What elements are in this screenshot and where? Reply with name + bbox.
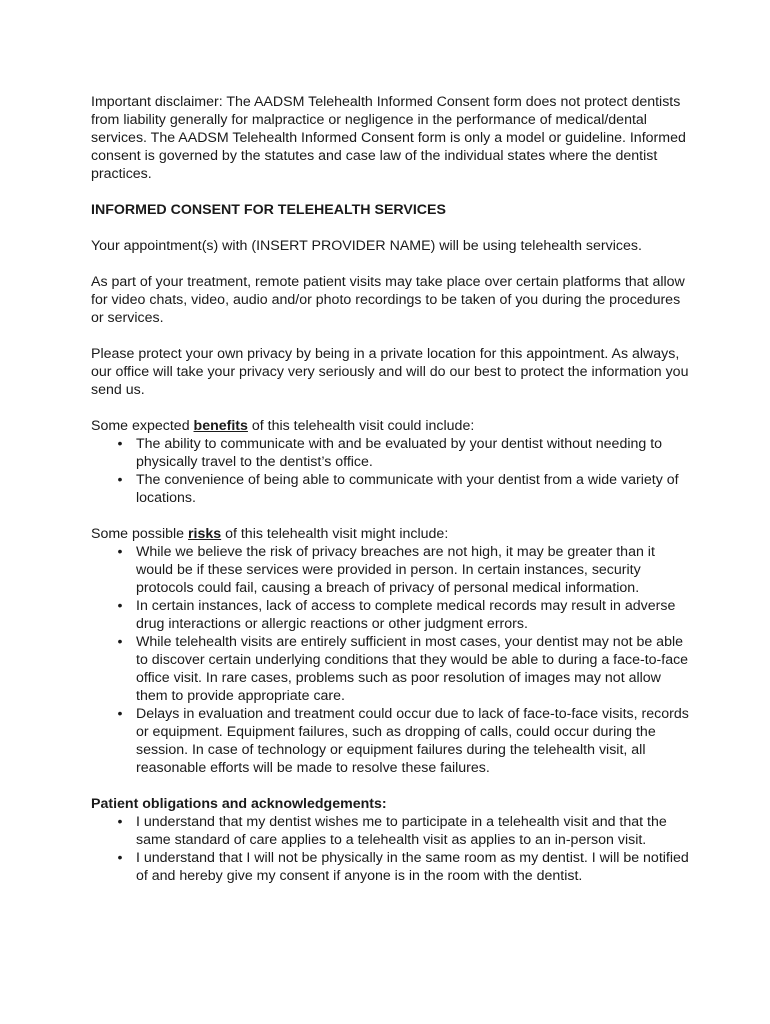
risks-keyword: risks [188, 526, 222, 542]
bullet-icon: • [117, 544, 123, 560]
appointment-paragraph: Your appointment(s) with (INSERT PROVIDER NAME) will be using telehealth services. [91, 238, 642, 254]
list-item-text: I understand that my dentist wishes me to participate in a telehealth visit and that the same standard of care applies to a telehealth visit as applies to an in-person visit. [136, 814, 667, 848]
treatment-paragraph: As part of your treatment, remote patient visits may take place over certain platforms that allow for video chats, video, audio and/or photo recordings to be taken of you during the procedures or services. [91, 274, 685, 326]
document-title: INFORMED CONSENT FOR TELEHEALTH SERVICES [91, 202, 446, 218]
list-item-text: I understand that I will not be physically in the same room as my dentist. I will be notified of and hereby give my consent if anyone is in the room with the dentist. [136, 850, 689, 884]
list-item [91, 597, 691, 633]
risks-list [91, 543, 691, 777]
bullet-icon: • [117, 634, 123, 650]
benefits-intro-before: Some expected [91, 418, 194, 434]
list-item [91, 471, 691, 507]
list-item [91, 633, 691, 705]
benefits-intro [91, 417, 691, 435]
list-item [91, 813, 691, 849]
benefits-list [91, 435, 691, 507]
list-item [91, 849, 691, 885]
bullet-icon: • [117, 436, 123, 452]
bullet-icon: • [117, 598, 123, 614]
list-item [91, 435, 691, 471]
privacy-paragraph: Please protect your own privacy by being in a private location for this appointment. As always, our office will take your privacy very seriously and will do our best to protect the information you send us. [91, 346, 689, 398]
list-item-text: In certain instances, lack of access to complete medical records may result in adverse drug interactions or allergic reactions or other judgment errors. [136, 598, 676, 632]
benefits-intro-after: of this telehealth visit could include: [247, 418, 475, 434]
list-item [91, 543, 691, 597]
document-page [91, 93, 691, 885]
benefits-keyword: benefits [193, 418, 248, 434]
list-item-text: The ability to communicate with and be evaluated by your dentist without needing to physically travel to the dentist’s office. [136, 436, 663, 470]
risks-intro [91, 525, 691, 543]
list-item-text: While we believe the risk of privacy breaches are not high, it may be greater than it would be if these services were provided in person. In certain instances, security protocols could fail, causing a breach of privacy of personal medical information. [136, 544, 655, 596]
list-item-text: While telehealth visits are entirely sufficient in most cases, your dentist may not be able to discover certain underlying conditions that they would be able to during a face-to-face office visit. In rare cases, problems such as poor resolution of images may not allow them to provide appropriate care. [136, 634, 689, 704]
bullet-icon: • [117, 472, 123, 488]
disclaimer-paragraph: Important disclaimer: The AADSM Telehealth Informed Consent form does not protect dentists from liability generally for malpractice or negligence in the performance of medical/dental services. The AADSM Telehealth Informed Consent form is only a model or guideline. Informed consent is governed by the statutes and case law of the individual states where the dentist practices. [91, 94, 686, 182]
list-item [91, 705, 691, 777]
list-item-text: Delays in evaluation and treatment could occur due to lack of face-to-face visits, records or equipment. Equipment failures, such as dropping of calls, could occur during the session. In case of technology or equipment failures during the telehealth visit, all reasonable efforts will be made to resolve these failures. [136, 706, 689, 776]
obligations-list [91, 813, 691, 885]
risks-intro-before: Some possible [91, 526, 188, 542]
bullet-icon: • [117, 850, 123, 866]
risks-intro-after: of this telehealth visit might include: [221, 526, 449, 542]
bullet-icon: • [117, 814, 123, 830]
bullet-icon: • [117, 706, 123, 722]
list-item-text: The convenience of being able to communicate with your dentist from a wide variety of locations. [136, 472, 679, 506]
obligations-heading: Patient obligations and acknowledgements: [91, 796, 387, 812]
